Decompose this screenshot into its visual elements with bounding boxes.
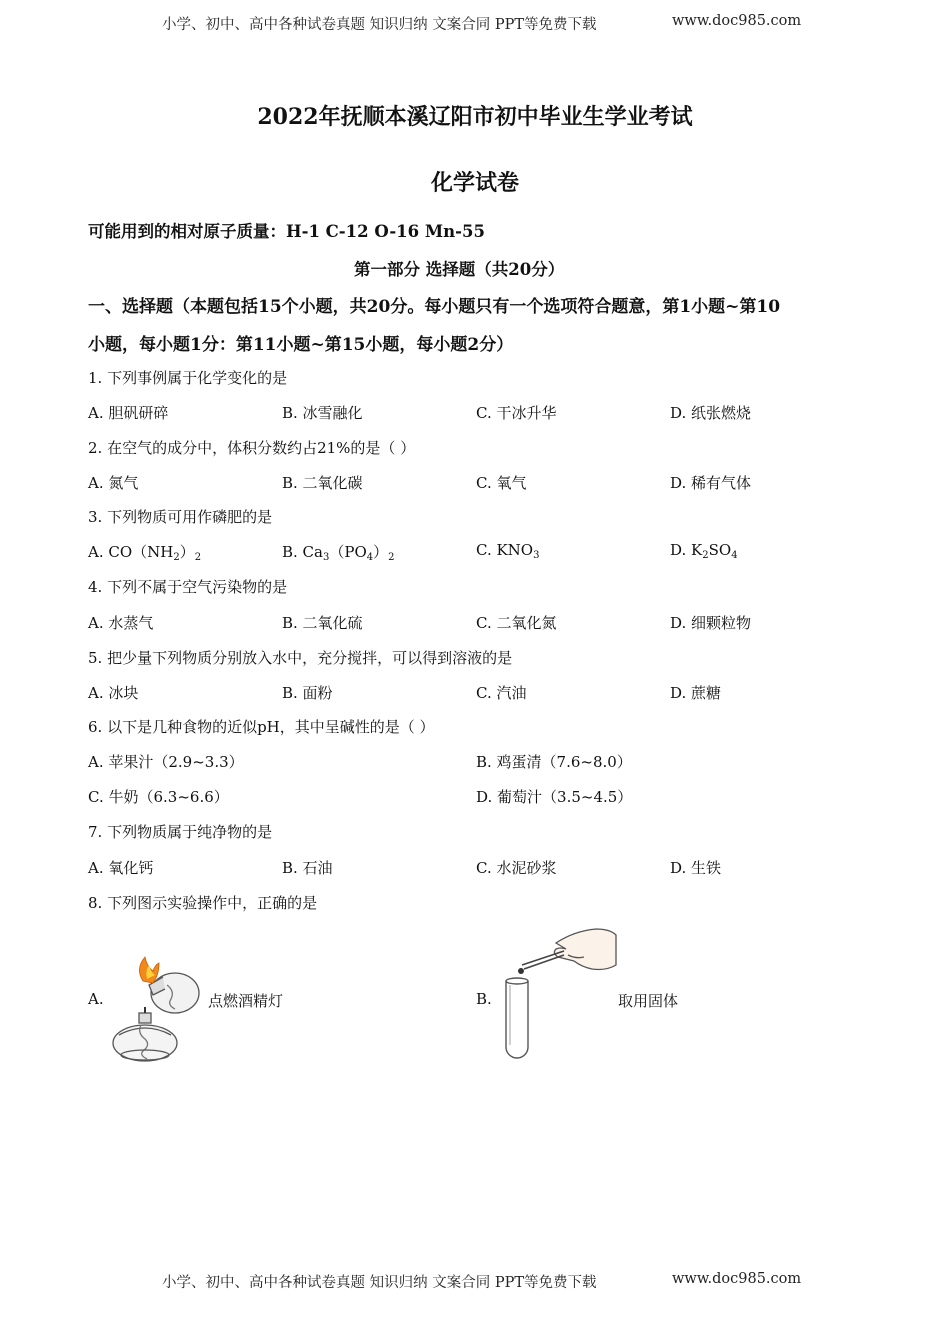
question-1-stem: 1. 下列事例属于化学变化的是 [88,369,288,387]
exam-title: 2022年抚顺本溪辽阳市初中毕业生学业考试 [257,104,693,130]
question-4-option-d: D. 细颗粒物 [670,614,752,632]
question-6-stem: 6. 以下是几种食物的近似pH，其中呈碱性的是（ ） [88,718,435,736]
question-6-option-b: B. 鸡蛋清（7.6~8.0） [476,753,632,771]
question-7-option-d: D. 生铁 [670,859,722,877]
question-1-option-b: B. 冰雪融化 [282,404,363,422]
question-4-option-b: B. 二氧化硫 [282,614,363,632]
question-8-option-a-text: 点燃酒精灯 [208,992,284,1010]
section-instructions-line1: 一、选择题（本题包括15个小题，共20分。每小题只有一个选项符合题意，第1小题~第10 [88,297,781,317]
question-6-option-c: C. 牛奶（6.3~6.6） [88,788,229,806]
question-2-option-d: D. 稀有气体 [670,474,752,492]
question-7-option-a: A. 氧化钙 [88,859,154,877]
question-3-option-d: D. $K_2SO_4$ [670,541,738,561]
question-3-option-b: B. $Ca_3(PO_4)_2$ [282,543,395,563]
question-8-stem: 8. 下列图示实验操作中，正确的是 [88,894,318,912]
atomic-masses: 可能用到的相对原子质量：H-1 C-12 O-16 Mn-55 [88,222,485,241]
question-1-option-c: C. 干冰升华 [476,404,557,422]
question-8-option-b-label: B. [476,990,492,1008]
question-2-stem: 2. 在空气的成分中，体积分数约占21%的是（ ） [88,439,416,457]
question-4-option-a: A. 水蒸气 [88,614,154,632]
question-1-option-a: A. 胆矾研碎 [88,404,169,422]
footer-text: 小学、初中、高中各种试卷真题 知识归纳 文案合同 PPT等免费下载 [162,1275,597,1291]
question-7-option-b: B. 石油 [282,859,333,877]
question-3-stem: 3. 下列物质可用作磷肥的是 [88,508,273,526]
question-6-option-d: D. 葡萄汁（3.5~4.5） [476,788,633,806]
question-7-option-c: C. 水泥砂浆 [476,859,557,877]
header-text: 小学、初中、高中各种试卷真题 知识归纳 文案合同 PPT等免费下载 [162,17,597,33]
section-instructions-line2: 小题，每小题1分：第11小题~第15小题，每小题2分） [88,335,514,355]
question-6-option-a: A. 苹果汁（2.9~3.3） [88,753,244,771]
question-2-option-a: A. 氮气 [88,474,139,492]
question-3-option-c: C. $KNO_3$ [476,541,540,561]
question-5-option-b: B. 面粉 [282,684,333,702]
question-7-stem: 7. 下列物质属于纯净物的是 [88,823,273,841]
question-8-option-b-text: 取用固体 [618,992,679,1010]
question-1-option-d: D. 纸张燃烧 [670,404,752,422]
question-5-option-c: C. 汽油 [476,684,527,702]
header-url: www.doc985.com [672,13,802,29]
question-5-option-a: A. 冰块 [88,684,139,702]
question-4-option-c: C. 二氧化氮 [476,614,557,632]
alcohol-lamp-illustration [105,955,205,1065]
question-3-option-a: A. $CO(NH_2)_2$ [88,543,202,563]
footer-url: www.doc985.com [672,1271,802,1287]
exam-subtitle: 化学试卷 [430,170,519,196]
question-2-option-b: B. 二氧化碳 [282,474,363,492]
question-8-option-a-label: A. [88,990,104,1008]
question-5-stem: 5. 把少量下列物质分别放入水中，充分搅拌，可以得到溶液的是 [88,649,513,667]
question-4-stem: 4. 下列不属于空气污染物的是 [88,578,288,596]
part-heading: 第一部分 选择题（共20分） [354,260,565,279]
question-2-option-c: C. 氧气 [476,474,527,492]
question-5-option-d: D. 蔗糖 [670,684,722,702]
test-tube-tweezers-illustration [498,925,618,1065]
